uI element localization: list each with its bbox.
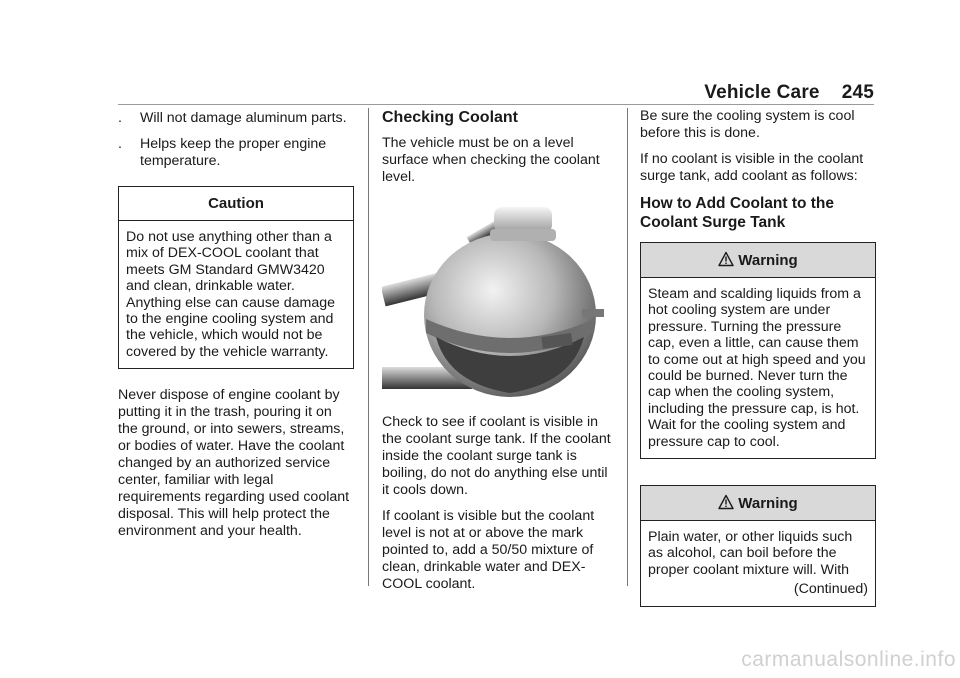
- column-3: [640, 108, 876, 607]
- warning-body: [641, 521, 875, 606]
- column-2: [382, 108, 618, 602]
- check-paragraph: Check to see if coolant is visible in the coolant surge tank. If the coolant inside the coolant surge tank is boiling, do not do anything else until it cools down.: [382, 414, 611, 498]
- bullet-marker: .: [118, 110, 122, 126]
- warning-body: [641, 278, 875, 458]
- column-divider: [368, 108, 369, 586]
- column-divider: [627, 108, 628, 586]
- header-rule: [118, 104, 874, 105]
- subsection-heading: How to Add Coolant to the Coolant Surge Tank: [640, 195, 834, 231]
- coolant-surge-tank-illustration: [382, 207, 618, 397]
- page-header: [704, 82, 874, 104]
- column-1: [118, 108, 354, 549]
- no-coolant-paragraph: If no coolant is visible in the coolant surge tank, add coolant as follows:: [640, 151, 864, 184]
- warning-box: [640, 485, 876, 607]
- warning-text: Steam and scalding liquids from a hot cooling system are under pressure. Turning the pressure cap, even a little, can cause them to come out at high speed and you could be burned. Never turn the cap when the cooling system, including the pressure cap, is hot. Wait for the cooling system and pressure cap to cool.: [648, 286, 866, 450]
- continued-note: (Continued): [793, 581, 868, 598]
- bullet-text: Helps keep the proper engine temperature.: [140, 136, 327, 169]
- page-number: 245: [841, 82, 874, 103]
- warning-box: [640, 242, 876, 459]
- warning-text: Plain water, or other liquids such as alcohol, can boil before the proper coolant mixture will. With: [648, 529, 853, 578]
- bullet-item: [118, 110, 354, 127]
- warning-triangle-icon: [718, 494, 734, 510]
- caution-box: [118, 186, 354, 369]
- bullet-item: [118, 136, 354, 170]
- caution-text: Do not use anything other than a mix of DEX-COOL coolant that meets GM Standard GMW3420 and clean, drinkable water. Anything else can cause damage to the engine cooling system and the vehicle, which would not be covered by the vehicle warranty.: [126, 229, 336, 360]
- caution-title: Caution: [119, 187, 353, 221]
- bullet-marker: .: [118, 136, 122, 152]
- section-title: Vehicle Care: [704, 82, 820, 103]
- section-heading: Checking Coolant: [382, 109, 519, 126]
- warning-title-bar: [641, 243, 875, 278]
- caution-body: [119, 221, 353, 368]
- cool-system-paragraph: Be sure the cooling system is cool before this is done.: [640, 108, 855, 141]
- warning-title-bar: [641, 486, 875, 521]
- disposal-paragraph: Never dispose of engine coolant by putting it in the trash, pouring it on the ground, or into sewers, streams, or bodies of water. Have the coolant changed by an authorized service center, familiar with legal requirements regarding used coolant disposal. This will help protect the environment and your health.: [118, 387, 350, 540]
- watermark: carmanualsonline.info: [741, 648, 956, 671]
- warning-title: Warning: [738, 252, 798, 269]
- add-mixture-paragraph: If coolant is visible but the coolant level is not at or above the mark pointed to, add a 50/50 mixture of clean, drinkable water and DEX-COOL coolant.: [382, 508, 595, 592]
- intro-paragraph: The vehicle must be on a level surface when checking the coolant level.: [382, 135, 600, 185]
- bullet-text: Will not damage aluminum parts.: [140, 110, 347, 126]
- warning-triangle-icon: [718, 251, 734, 267]
- warning-title: Warning: [738, 495, 798, 513]
